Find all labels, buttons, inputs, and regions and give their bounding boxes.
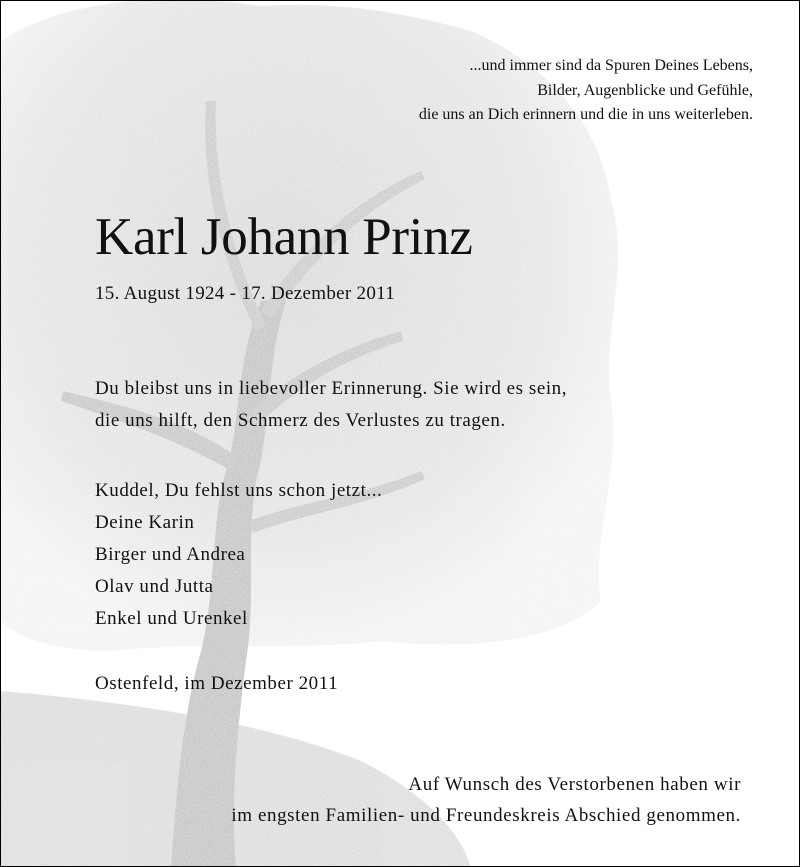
- motto-line: Bilder, Augenblicke und Gefühle,: [537, 81, 753, 99]
- motto-verse: [419, 54, 753, 128]
- memory-line: die uns hilft, den Schmerz des Verlustes zu tragen.: [95, 410, 506, 431]
- motto-line: die uns an Dich erinnern und die in uns weiterleben.: [418, 106, 753, 123]
- place-date-line: Ostenfeld, im Dezember 2011: [95, 673, 339, 694]
- memory-line: Du bleibst uns in liebevoller Erinnerung. Sie wird es sein,: [95, 378, 568, 399]
- deceased-name: Karl Johann Prinz: [95, 208, 473, 266]
- place-date: [95, 668, 338, 700]
- family-line: Kuddel, Du fehlst uns schon jetzt...: [95, 480, 383, 501]
- notice-line: im engsten Familien- und Freundeskreis Abschied genommen.: [231, 805, 741, 826]
- family-line: Birger und Andrea: [95, 544, 246, 565]
- memory-text: [95, 373, 567, 437]
- family-line: Deine Karin: [95, 512, 195, 533]
- notice-line: Auf Wunsch des Verstorbenen haben wir: [408, 774, 741, 795]
- family-signatures: [95, 475, 382, 635]
- family-line: Enkel und Urenkel: [95, 608, 248, 629]
- life-dates: 15. August 1924 - 17. Dezember 2011: [95, 283, 396, 304]
- motto-line: ...und immer sind da Spuren Deines Lebens,: [469, 57, 753, 74]
- farewell-notice: [231, 769, 741, 831]
- family-line: Olav und Jutta: [95, 576, 214, 597]
